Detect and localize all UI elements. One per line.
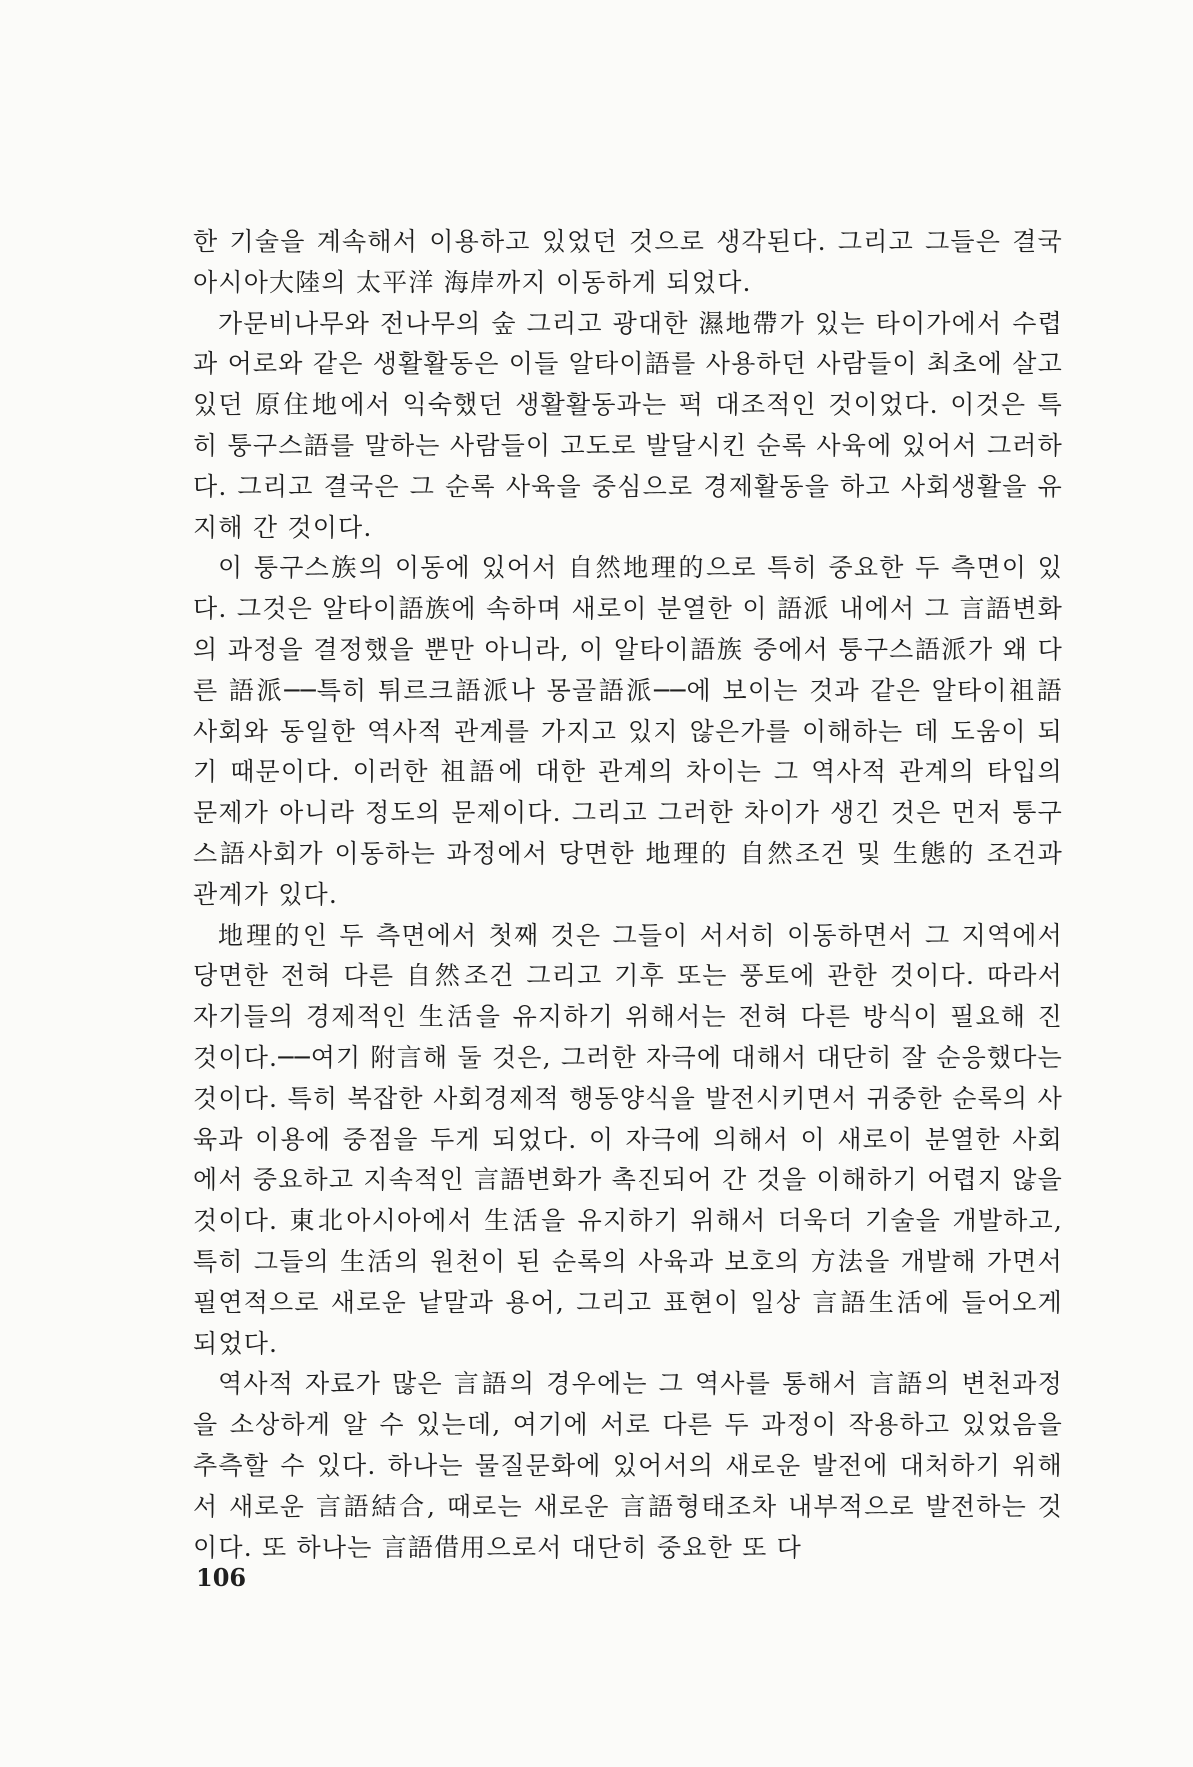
paragraph-taiga: 가문비나무와 전나무의 숲 그리고 광대한 濕地帶가 있는 타이가에서 수렵과 어로와 같은 생활활동은 이들 알타이語를 사용하던 사람들이 최초에 살고 있던 原住地에서 익숙했던 생활활동과는 퍽 대조적인 것이었다. 이것은 특히 퉁구스語를 말하는 사람들이 고도로 발달시킨 순록 사육에 있어서 그러하다. 그리고 결국은 그 순록 사육을 중심으로 경제활동을 하고 사회생활을 유지해 간 것이다.	[193, 308, 1063, 542]
paragraph-geographic-aspects: 地理的인 두 측면에서 첫째 것은 그들이 서서히 이동하면서 그 지역에서 당면한 전혀 다른 自然조건 그리고 기후 또는 풍토에 관한 것이다. 따라서 자기들의 경제적인 生活을 유지하기 위해서는 전혀 다른 방식이 필요해 진 것이다.──여기 附言해 둘 것은, 그러한 자극에 대해서 대단히 잘 순응했다는 것이다. 특히 복잡한 사회경제적 행동양식을 발전시키면서 귀중한 순록의 사육과 이용에 중점을 두게 되었다. 이 자극에 의해서 이 새로이 분열한 사회에서 중요하고 지속적인 言語변화가 촉진되어 간 것을 이해하기 어렵지 않을 것이다. 東北아시아에서 生活을 유지하기 위해서 더욱더 기술을 개발하고, 특히 그들의 生活의 원천이 된 순록의 사육과 보호의 方法을 개발해 가면서 필연적으로 새로운 낱말과 용어, 그리고 표현이 일상 言語生活에 들어오게 되었다.	[193, 920, 1063, 1358]
paragraph-continued: 한 기술을 계속해서 이용하고 있었던 것으로 생각된다. 그리고 그들은 결국 아시아大陸의 太平洋 海岸까지 이동하게 되었다.	[193, 227, 1063, 297]
body-text	[193, 222, 1063, 1568]
page-number: 106	[196, 1563, 247, 1592]
paragraph-historical-materials: 역사적 자료가 많은 言語의 경우에는 그 역사를 통해서 言語의 변천과정을 소상하게 알 수 있는데, 여기에 서로 다른 두 과정이 작용하고 있었음을 추측할 수 있다. 하나는 물질문화에 있어서의 새로운 발전에 대처하기 위해서 새로운 言語結合, 때로는 새로운 言語형태조차 내부적으로 발전하는 것이다. 또 하나는 言語借用으로서 대단히 중요한 또 다	[193, 1369, 1063, 1562]
paragraph-tungus-migration: 이 퉁구스族의 이동에 있어서 自然地理的으로 특히 중요한 두 측면이 있다. 그것은 알타이語族에 속하며 새로이 분열한 이 語派 내에서 그 言語변화의 과정을 결정했을 뿐만 아니라, 이 알타이語族 중에서 퉁구스語派가 왜 다른 語派──특히 튀르크語派나 몽골語派──에 보이는 것과 같은 알타이祖語사회와 동일한 역사적 관계를 가지고 있지 않은가를 이해하는 데 도움이 되기 때문이다. 이러한 祖語에 대한 관계의 차이는 그 역사적 관계의 타입의 문제가 아니라 정도의 문제이다. 그리고 그러한 차이가 생긴 것은 먼저 퉁구스語사회가 이동하는 과정에서 당면한 地理的 自然조건 및 生態的 조건과 관계가 있다.	[193, 553, 1063, 909]
